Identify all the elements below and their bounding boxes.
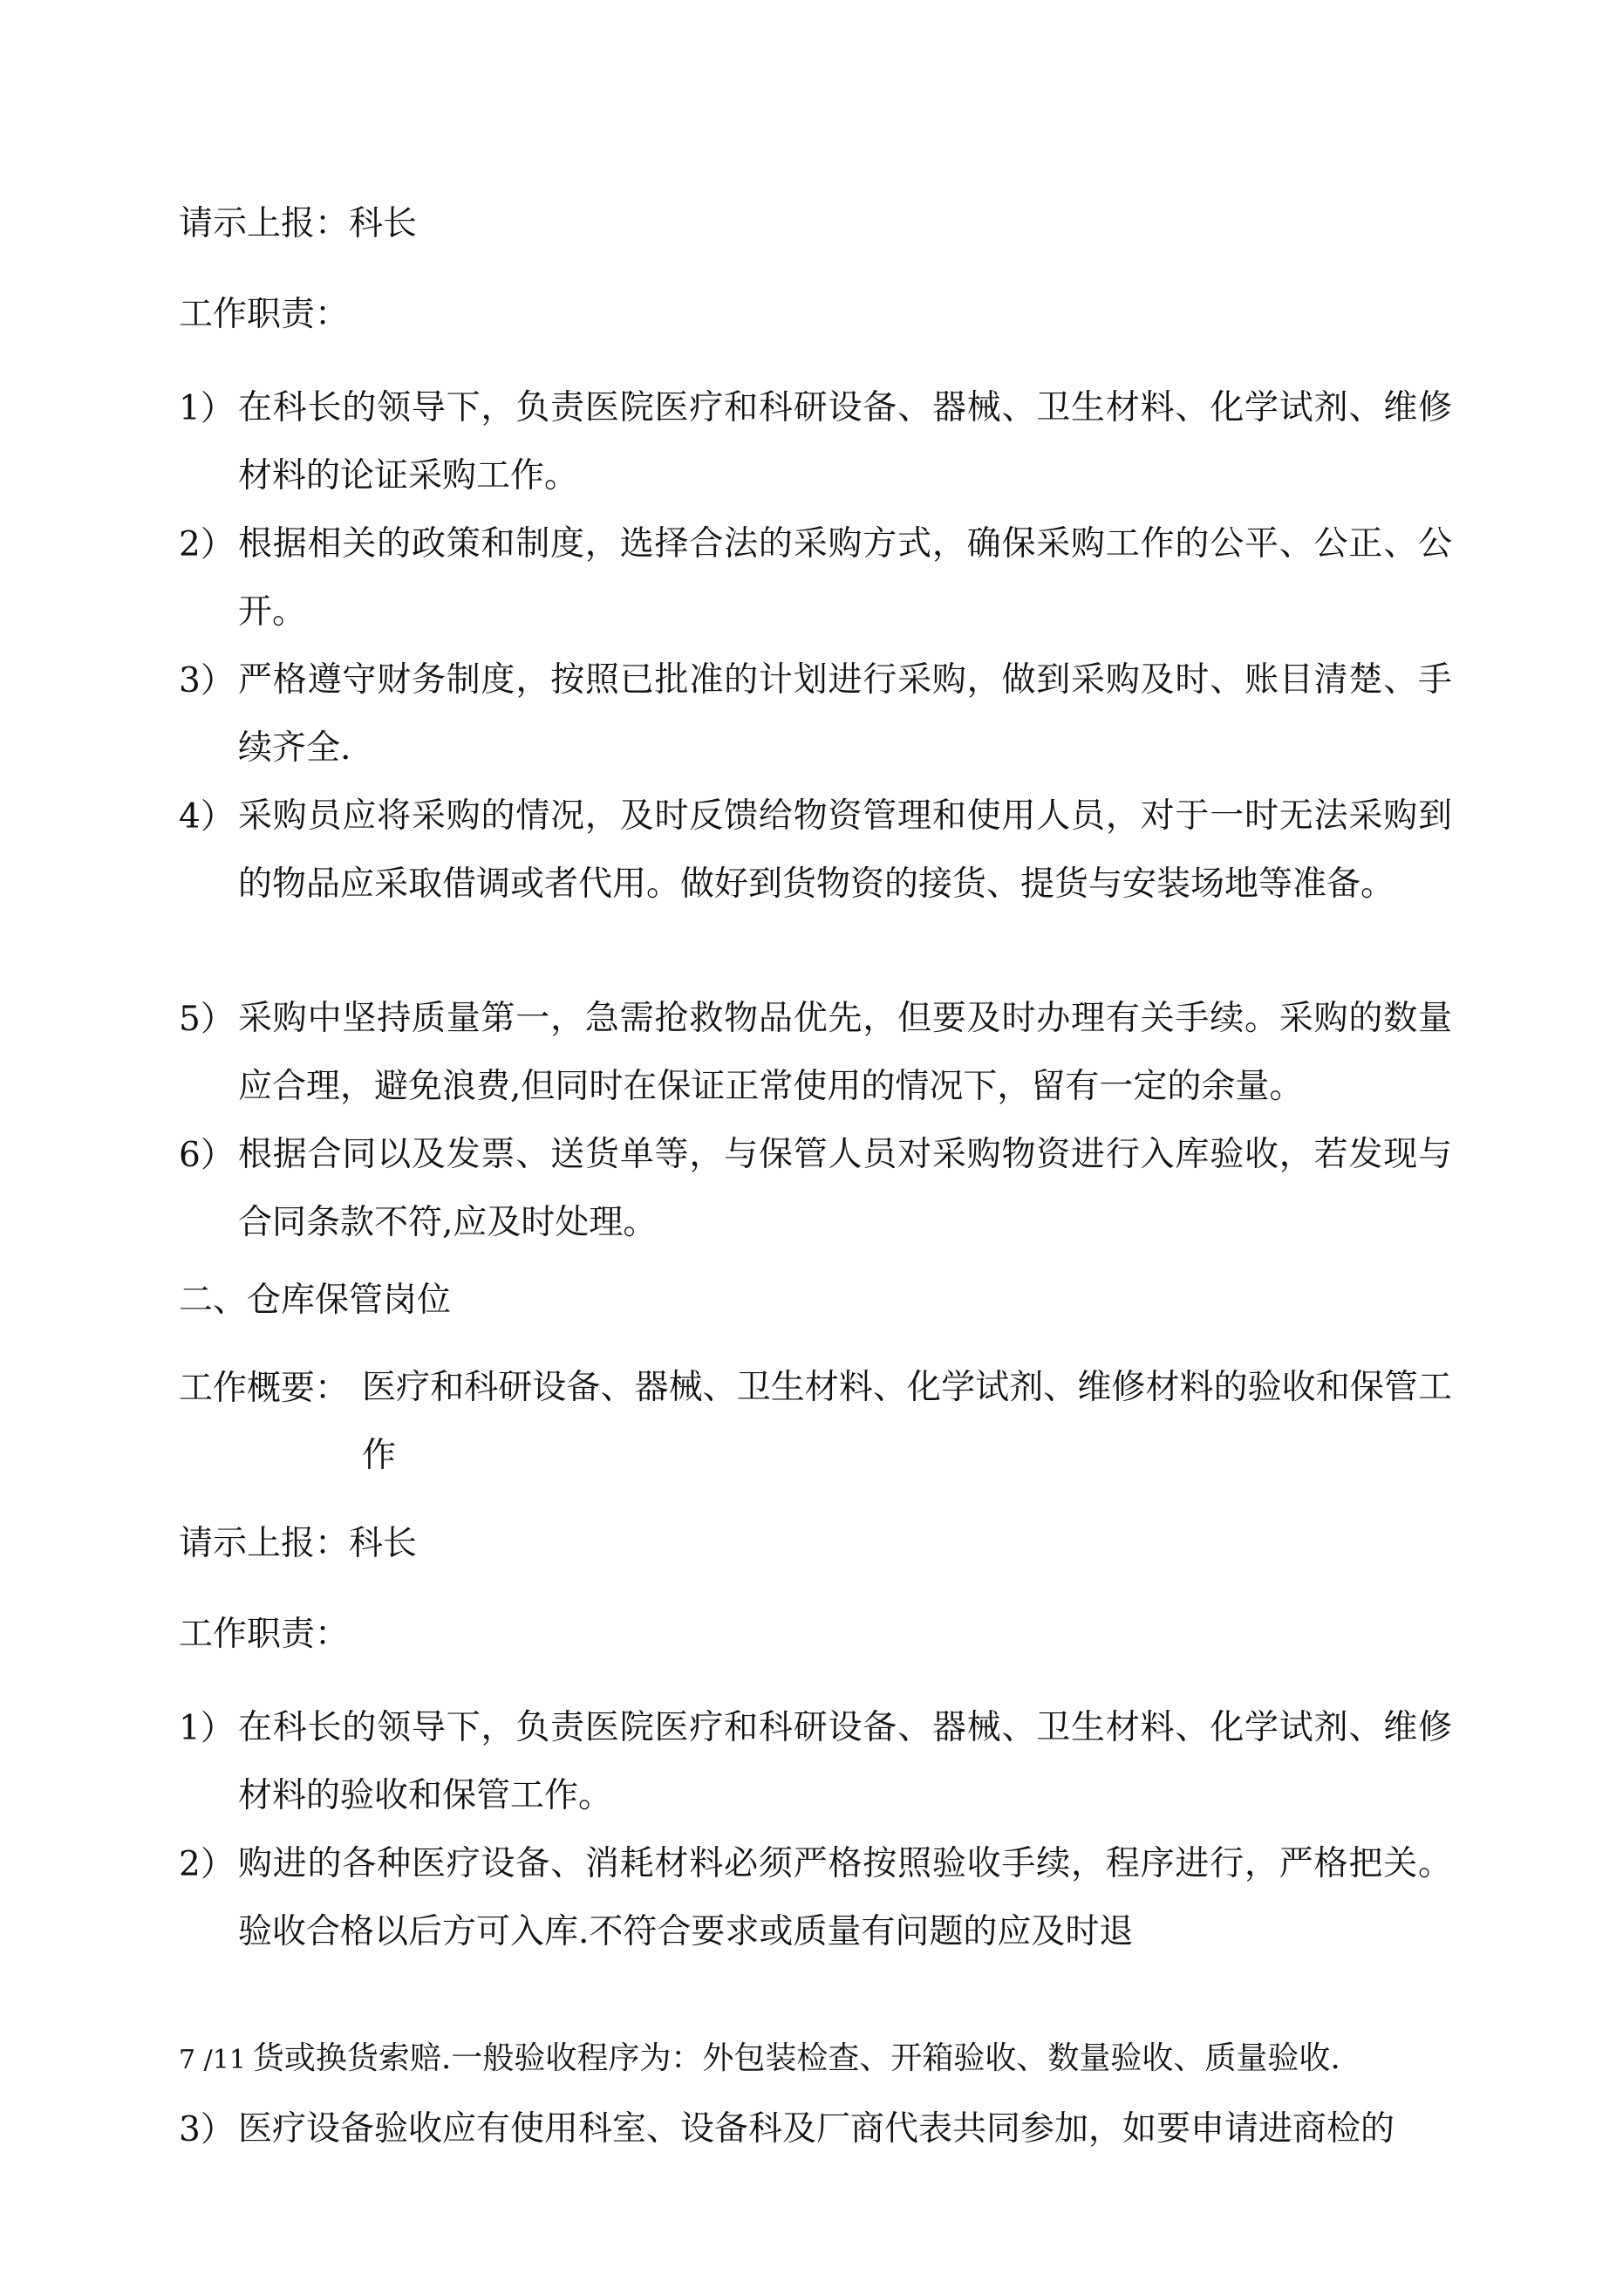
duty-number: 2） xyxy=(179,1845,235,1884)
duty-number: 3） xyxy=(179,2110,235,2149)
section-heading: 二、仓库保管岗位 xyxy=(179,1281,452,1320)
duty-number: 3） xyxy=(179,661,235,700)
overview-label: 工作概要： xyxy=(179,1369,350,1408)
duty-text: 医疗设备验收应有使用科室、设备科及厂商代表共同参加，如要申请进商检的 xyxy=(238,2109,1395,2149)
duty-number: 1） xyxy=(179,1709,235,1748)
overview-text: 医疗和科研设备、器械、卫生材料、化学试剂、维修材料的验收和保管工作 xyxy=(362,1368,1452,1475)
report-to: 请示上报：科长 xyxy=(179,1524,418,1563)
duty-text: 在科长的领导下，负责医院医疗和科研设备、器械、卫生材料、化学试剂、维修材料的验收和保管工作。 xyxy=(238,1708,1452,1815)
duty-number: 5） xyxy=(179,1000,235,1039)
duty-number: 4） xyxy=(179,797,235,837)
page-number: 7 /11 xyxy=(179,2045,246,2075)
duty-text: 根据合同以及发票、送货单等，与保管人员对采购物资进行入库验收，若发现与合同条款不符,应及时处理。 xyxy=(238,1135,1452,1242)
duty-text: 购进的各种医疗设备、消耗材料必须严格按照验收手续，程序进行，严格把关。验收合格以后方可入库.不符合要求或质量有问题的应及时退 xyxy=(238,1844,1452,1951)
page-footer-line xyxy=(179,2040,1340,2076)
duty-number: 1） xyxy=(179,389,235,428)
duty-text: 采购中坚持质量第一，急需抢救物品优先，但要及时办理有关手续。采购的数量应合理，避免浪费,但同时在保证正常使用的情况下，留有一定的余量。 xyxy=(238,999,1452,1106)
duties-heading: 工作职责： xyxy=(179,1615,350,1654)
duty-text: 严格遵守财务制度，按照已批准的计划进行采购，做到采购及时、账目清楚、手续齐全. xyxy=(238,660,1452,768)
duty-text: 在科长的领导下，负责医院医疗和科研设备、器械、卫生材料、化学试剂、维修材料的论证采购工作。 xyxy=(238,388,1452,495)
duties-heading: 工作职责： xyxy=(179,295,350,334)
duty-number: 6） xyxy=(179,1136,235,1175)
report-to: 请示上报：科长 xyxy=(179,204,418,243)
duty-text: 根据相关的政策和制度，选择合法的采购方式，确保采购工作的公平、公正、公开。 xyxy=(238,524,1452,632)
duty-text: 采购员应将采购的情况，及时反馈给物资管理和使用人员，对于一时无法采购到的物品应采取借调或者代用。做好到货物资的接货、提货与安装场地等准备。 xyxy=(238,796,1452,904)
duty-number: 2） xyxy=(179,525,235,564)
footer-text: 货或换货索赔.一般验收程序为：外包装检查、开箱验收、数量验收、质量验收. xyxy=(252,2040,1340,2076)
